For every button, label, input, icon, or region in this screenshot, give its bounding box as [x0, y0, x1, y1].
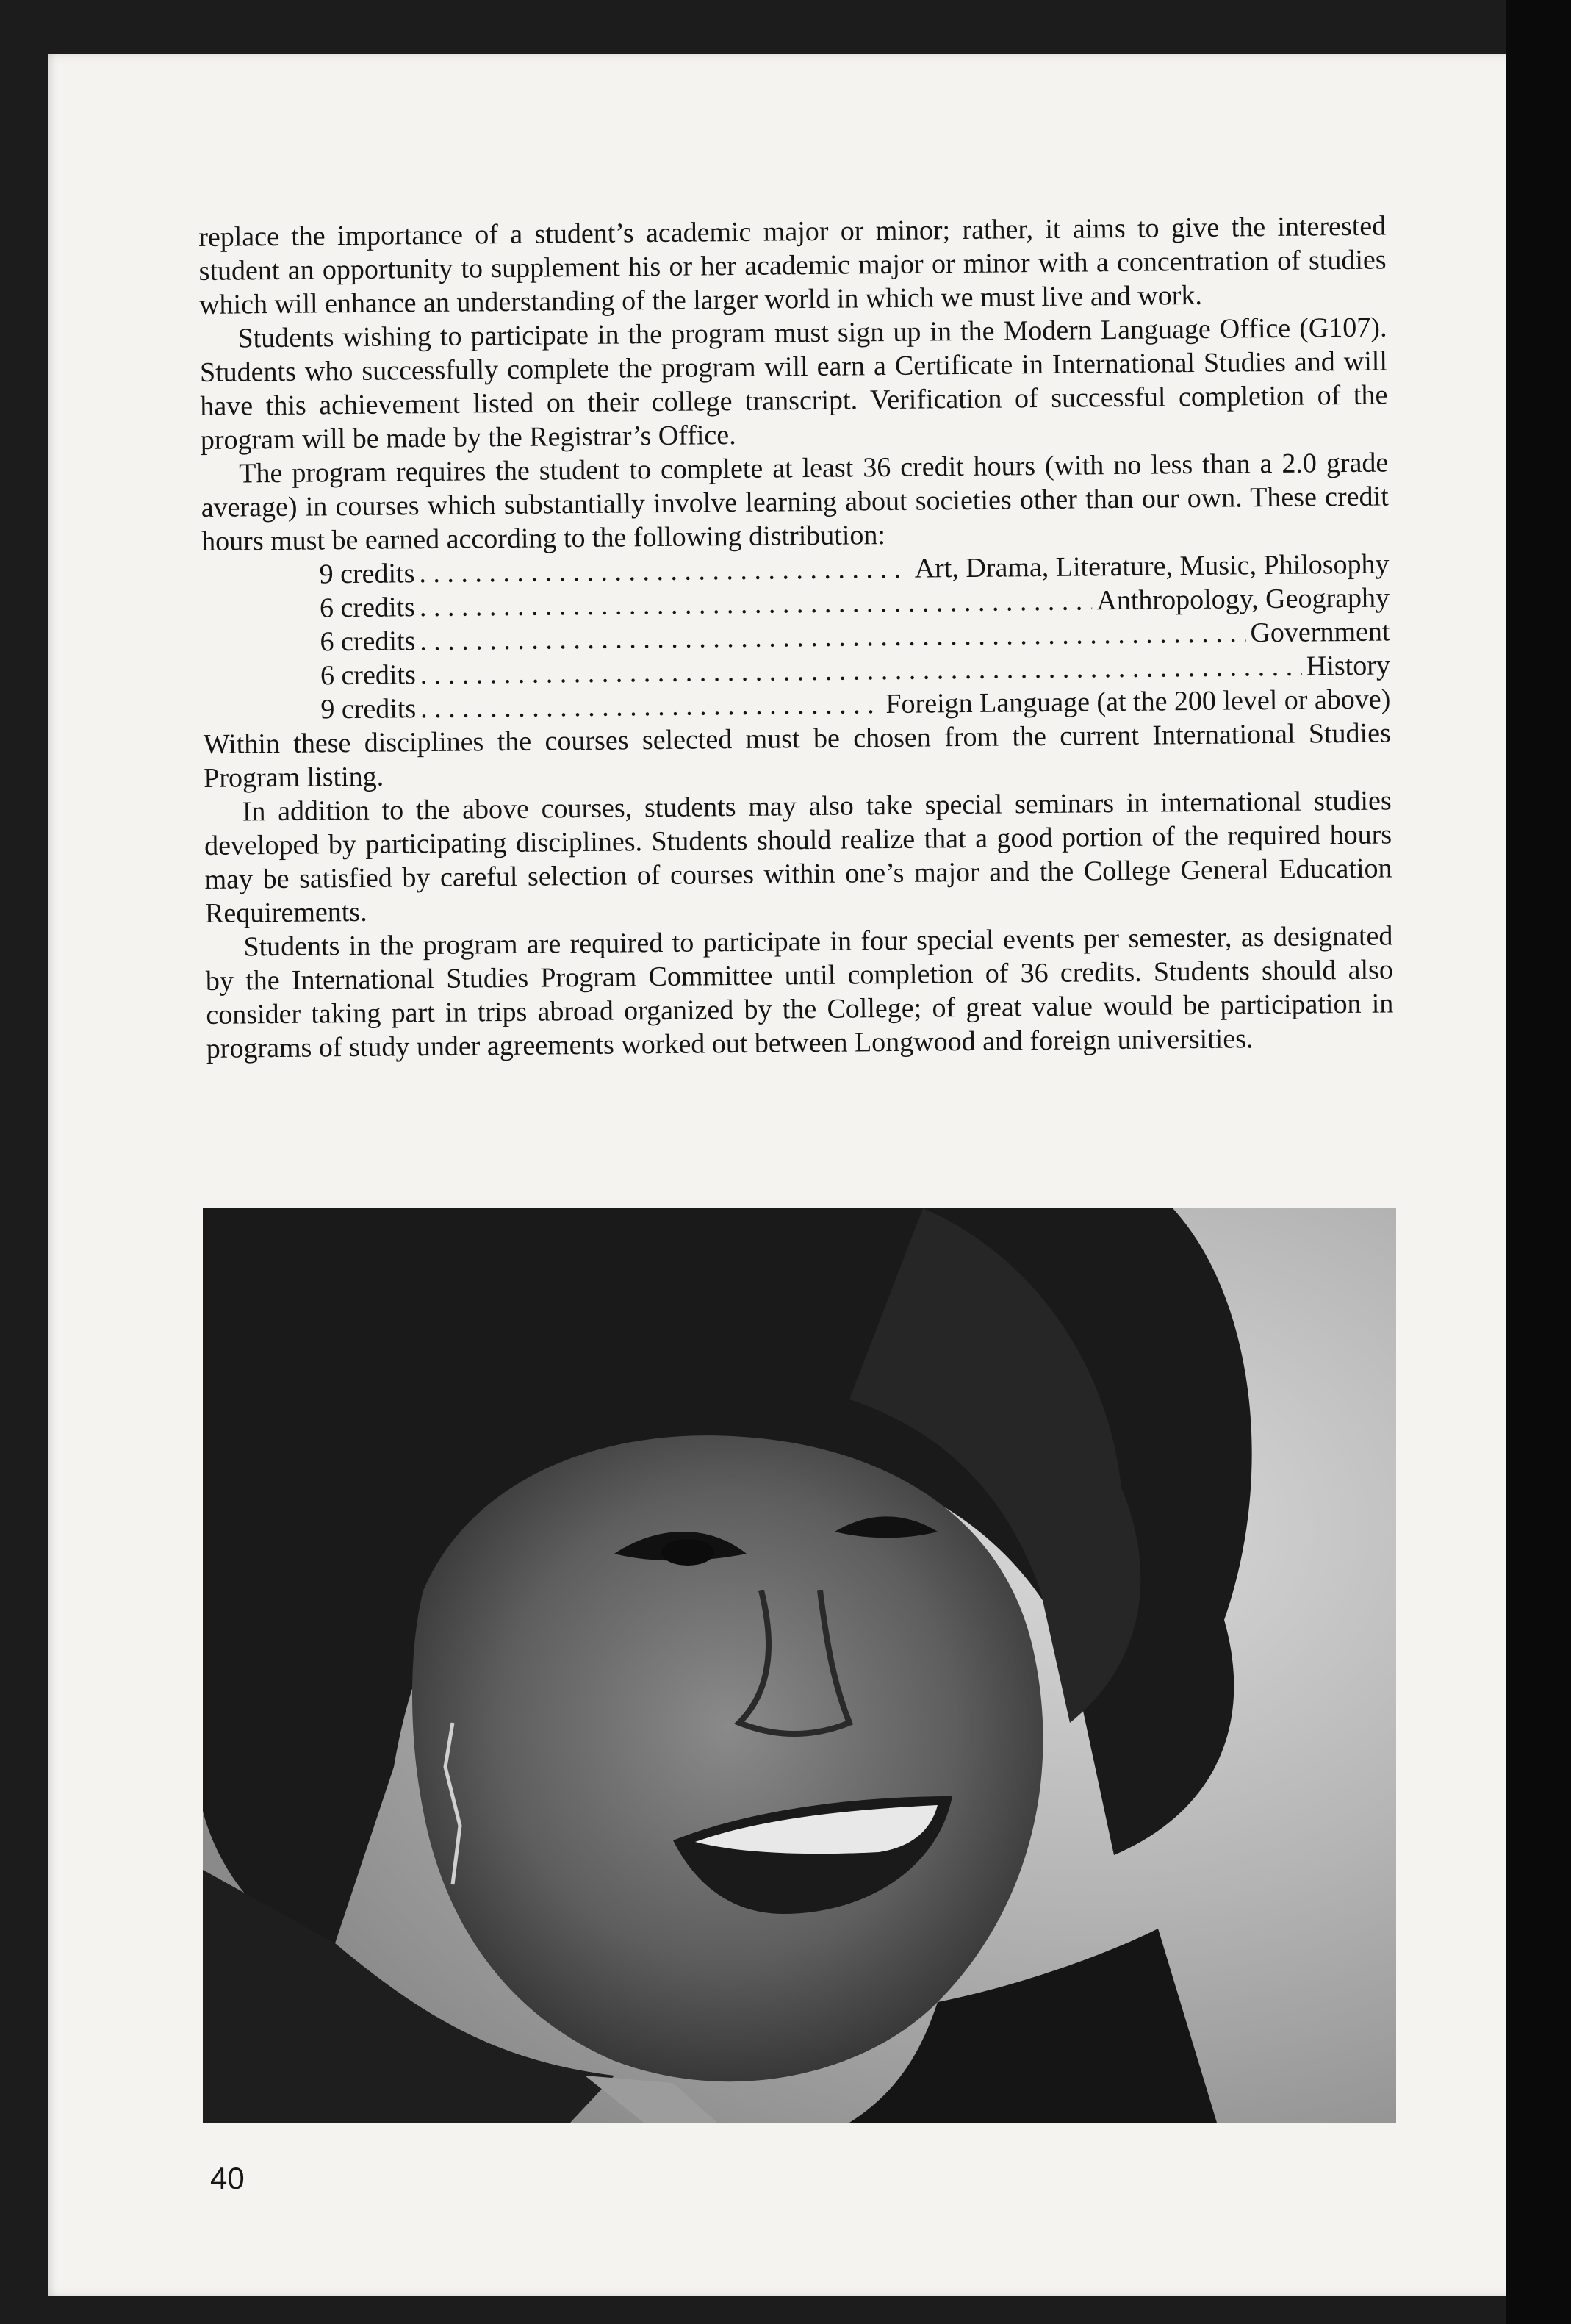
page-number: 40: [210, 2161, 245, 2195]
credit-amount: 6 credits: [319, 592, 416, 624]
scan-border: [1506, 0, 1571, 2324]
credit-amount: 9 credits: [319, 558, 415, 590]
credit-amount: 6 credits: [320, 659, 416, 692]
paragraph: Students in the program are required to participate in four special events per semester, as designated by the International Studies Program Committee until completion of 36 credits. Students should also consider taking part in trips abroad organized by the College; of great value would be participation in programs of study under agreements worked out between Longwood and foreign universities.: [205, 920, 1394, 1064]
subject-area: Anthropology, Geography: [1096, 582, 1390, 617]
credit-distribution-list: [201, 547, 1390, 728]
paragraph: The program requires the student to complete at least 36 credit hours (with no less than a 2.0 grade average) in courses which substantially involve learning about societies other than our own. These credit hours must be earned according to the following distribution:: [201, 447, 1389, 557]
subject-area: Art, Drama, Literature, Music, Philosophy: [914, 548, 1390, 584]
subject-area: History: [1306, 650, 1391, 682]
subject-area: Government: [1250, 616, 1390, 649]
paragraph: Within these disciplines the courses selected must be chosen from the current International Studies Program listing.: [203, 717, 1391, 794]
credit-amount: 9 credits: [320, 693, 417, 725]
portrait-illustration: [203, 1208, 1396, 2123]
body-text: [198, 209, 1394, 1065]
credit-amount: 6 credits: [320, 625, 416, 658]
dot-leader: [419, 552, 910, 590]
dot-leader: [420, 687, 882, 725]
subject-area: Foreign Language (at the 200 level or above): [885, 684, 1391, 720]
paragraph: replace the importance of a student’s academic major or minor; rather, it aims to give the interested student an opportunity to supplement his or her academic major or minor with a concentration of studies which will enhance an understanding of the larger world in which we must live and work.: [198, 210, 1387, 320]
student-portrait-photo: [203, 1208, 1396, 2123]
paragraph: Students wishing to participate in the program must sign up in the Modern Language Office (G107). Students who successfully complete the program will earn a Certificate in International Studies and will have this achievement listed on their college transcript. Verification of successful completion of the program will be made by the Registrar’s Office.: [199, 312, 1388, 456]
paragraph: In addition to the above courses, students may also take special seminars in international studies developed by participating disciplines. Students should realize that a good portion of the required hours may be satisfied by careful selection of courses within one’s major and the College General Education Requirements.: [204, 785, 1392, 929]
